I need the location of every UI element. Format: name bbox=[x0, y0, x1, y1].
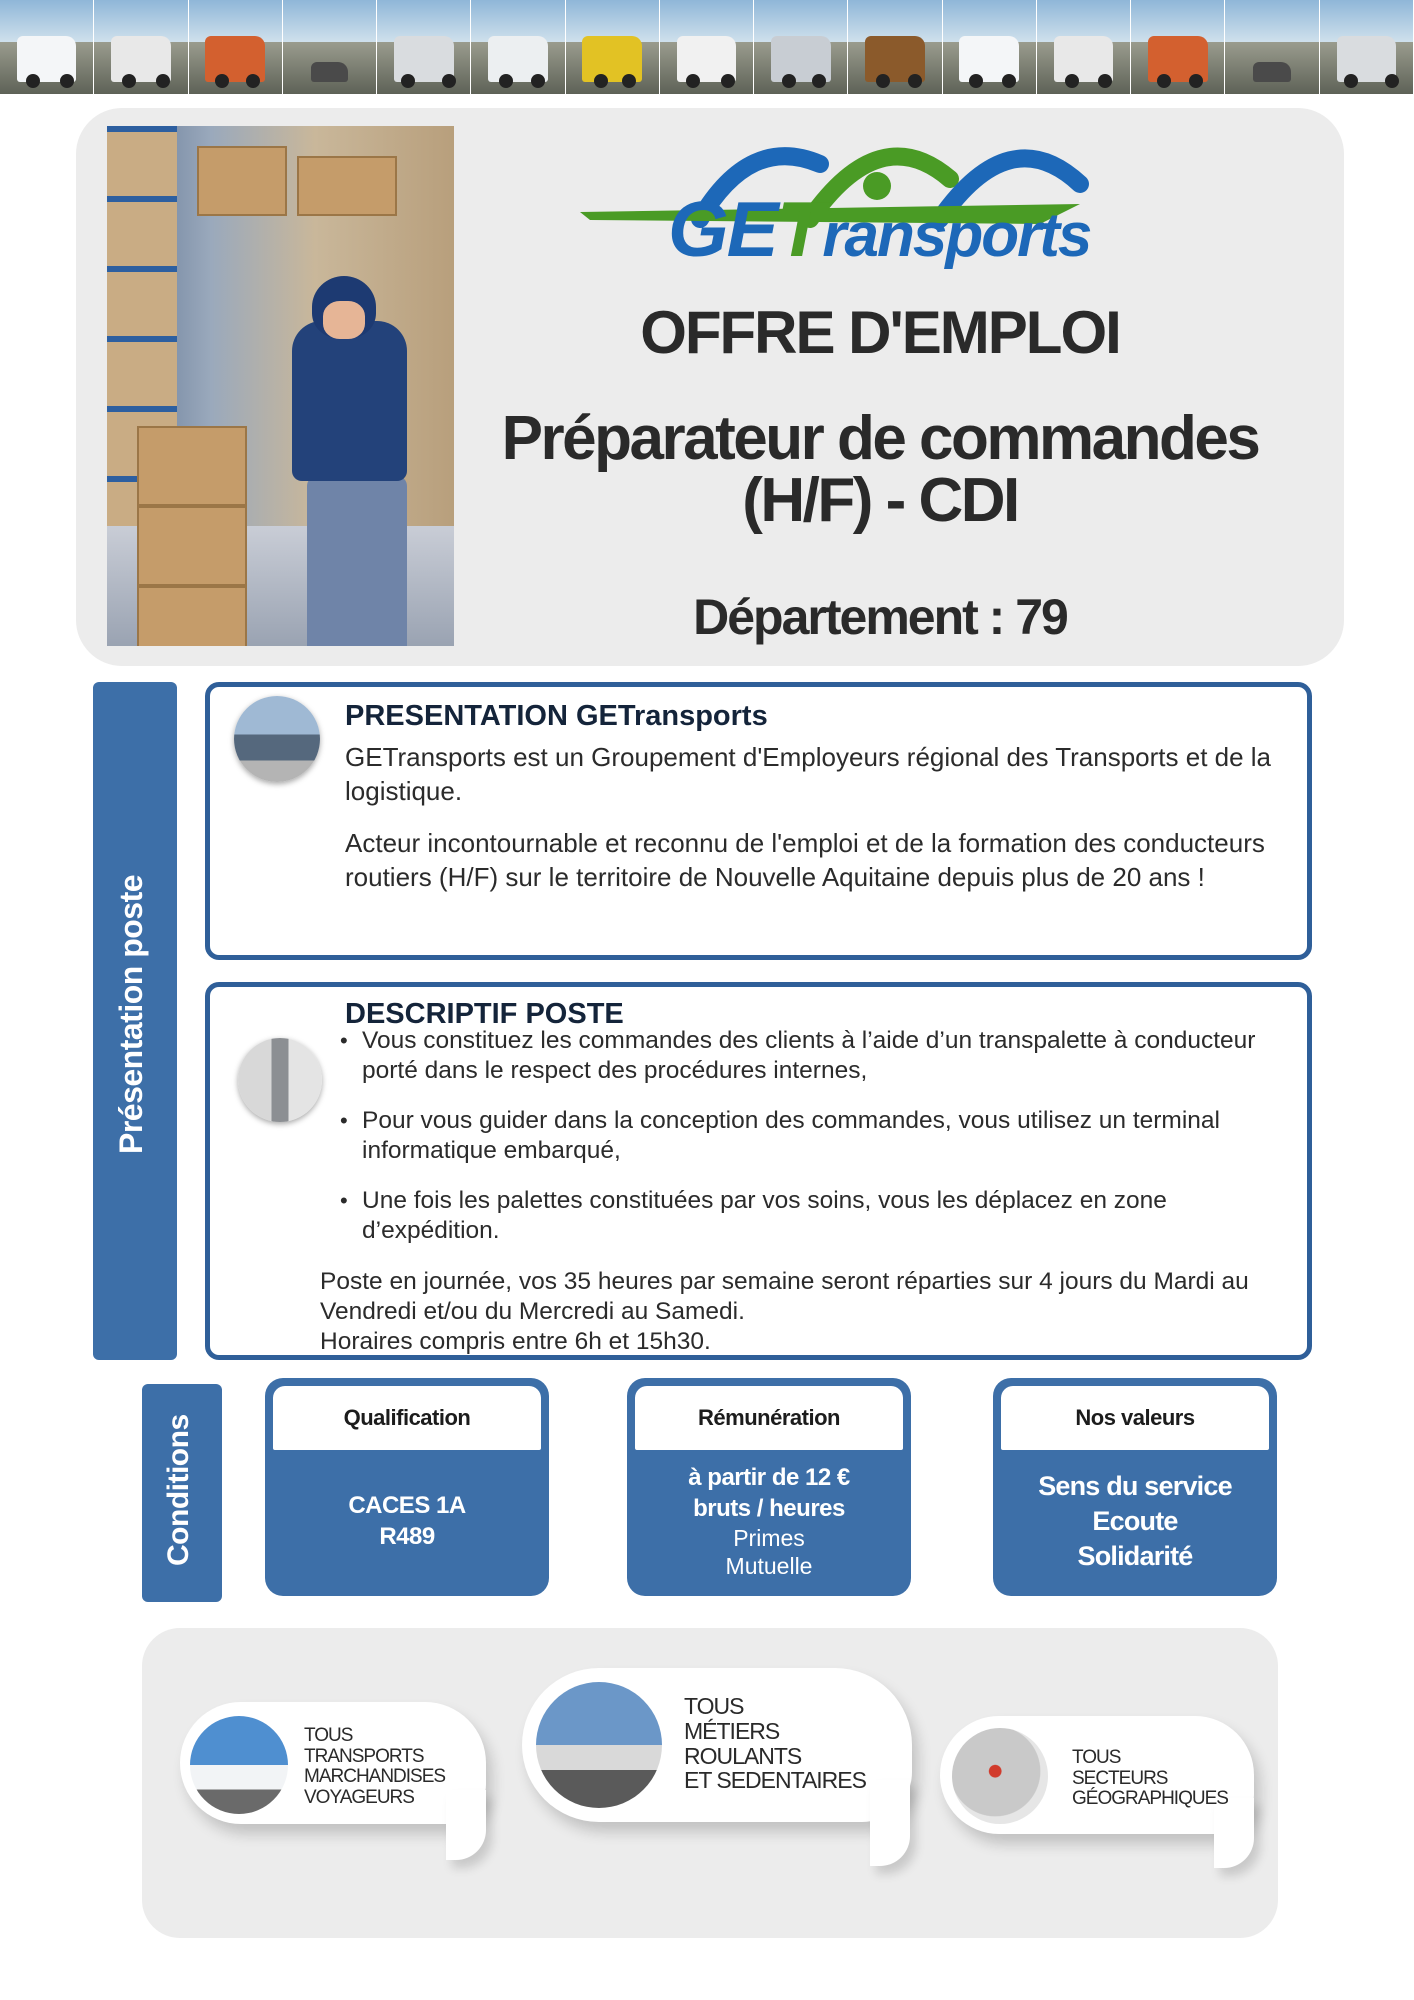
bubble-line: ROULANTS bbox=[684, 1742, 802, 1769]
strip-photo-truck bbox=[660, 0, 754, 94]
bubble-text bbox=[684, 1694, 866, 1793]
strip-photo-tanker bbox=[377, 0, 471, 94]
bubble-line: MÉTIERS bbox=[684, 1717, 780, 1744]
condition-card-body bbox=[627, 1456, 911, 1586]
bubble-line: TOUS bbox=[684, 1693, 744, 1719]
bubble-line: TOUS bbox=[1072, 1747, 1121, 1768]
condition-value: Solidarité bbox=[1077, 1540, 1193, 1571]
bus-thumbnail bbox=[190, 1716, 288, 1814]
strip-photo-truck bbox=[94, 0, 188, 94]
side-tab-label: Conditions bbox=[162, 1414, 195, 1566]
job-title-line: (H/F) - CDI bbox=[742, 466, 1018, 535]
strip-photo-tanker bbox=[1320, 0, 1414, 94]
condition-value: à partir de 12 € bbox=[688, 1464, 850, 1491]
condition-card-body bbox=[265, 1456, 549, 1586]
strip-photo-road bbox=[283, 0, 377, 94]
schedule-line: Horaires compris entre 6h et 15h30. bbox=[320, 1328, 711, 1355]
strip-photo-bus bbox=[0, 0, 94, 94]
strip-photo-truck bbox=[471, 0, 565, 94]
bubble-line: MARCHANDISES bbox=[304, 1766, 446, 1788]
descriptif-bullet-list bbox=[340, 1026, 1260, 1266]
truck-road-thumbnail bbox=[536, 1682, 662, 1808]
condition-card-header: Nos valeurs bbox=[1001, 1386, 1269, 1450]
strip-photo-truck-front bbox=[754, 0, 848, 94]
strip-photo-dump-truck bbox=[1131, 0, 1225, 94]
getransports-logo bbox=[580, 124, 1200, 294]
condition-value: Mutuelle bbox=[725, 1553, 813, 1579]
presentation-paragraph: Acteur incontournable et reconnu de l'emploi et de la formation des conducteurs routiers (H/F) sur le territoire de Nouvelle Aquitaine depuis plus de 20 ans ! bbox=[345, 828, 1265, 892]
bubble-line: GÉOGRAPHIQUES bbox=[1072, 1788, 1228, 1810]
strip-photo-crane bbox=[566, 0, 660, 94]
logo-wordmark: GETransports bbox=[668, 185, 1091, 273]
strip-photo-dump-truck bbox=[189, 0, 283, 94]
offer-heading: OFFRE D'EMPLOI bbox=[640, 299, 1120, 366]
condition-value: Primes bbox=[733, 1525, 805, 1551]
truck-driver-thumbnail bbox=[238, 1038, 322, 1122]
schedule-line: Poste en journée, vos 35 heures par semaine seront réparties sur 4 jours du Mardi au Vendredi et/ou du Mercredi au Samedi. bbox=[320, 1268, 1249, 1325]
schedule-text bbox=[320, 1267, 1280, 1357]
warehouse-worker-photo bbox=[107, 126, 454, 646]
job-title-line: Préparateur de commandes bbox=[501, 404, 1259, 473]
strip-photo-bus bbox=[943, 0, 1037, 94]
condition-value: R489 bbox=[379, 1523, 435, 1550]
bubble-text bbox=[1072, 1748, 1228, 1810]
bubble-line: TOUS bbox=[304, 1725, 353, 1746]
list-item: • Une fois les palettes constituées par vos soins, vous les déplacez en zone d’expédition. bbox=[340, 1186, 1260, 1246]
company-building-thumbnail bbox=[234, 696, 320, 782]
condition-card-qualification bbox=[265, 1378, 549, 1596]
bubble-line: VOYAGEURS bbox=[304, 1786, 414, 1808]
strip-photo-truck bbox=[1037, 0, 1131, 94]
condition-card-body bbox=[993, 1456, 1277, 1586]
vehicle-photo-strip bbox=[0, 0, 1414, 94]
department-label: Département : 79 bbox=[693, 589, 1067, 645]
list-item: • Vous constituez les commandes des clients à l’aide d’un transpalette à conducteur porté dans le respect des procédures internes, bbox=[340, 1026, 1260, 1086]
job-title bbox=[440, 404, 1320, 535]
strip-photo-log-truck bbox=[848, 0, 942, 94]
strip-photo-road bbox=[1225, 0, 1319, 94]
side-tab-conditions bbox=[142, 1384, 222, 1602]
presentation-paragraph: GETransports est un Groupement d'Employeurs régional des Transports et de la logistique. bbox=[345, 742, 1272, 806]
list-item: • Pour vous guider dans la conception des commandes, vous utilisez un terminal informatique embarqué, bbox=[340, 1106, 1260, 1166]
map-network-thumbnail bbox=[952, 1728, 1048, 1824]
bubble-line: ET SEDENTAIRES bbox=[684, 1767, 866, 1794]
condition-value: CACES 1A bbox=[348, 1492, 466, 1519]
side-tab-presentation bbox=[93, 682, 177, 1360]
side-tab-label: Présentation poste bbox=[113, 874, 149, 1154]
condition-value: Sens du service bbox=[1038, 1470, 1232, 1501]
condition-card-header: Qualification bbox=[273, 1386, 541, 1450]
descriptif-title: DESCRIPTIF POSTE bbox=[345, 998, 624, 1030]
bubble-line: SECTEURS bbox=[1072, 1767, 1168, 1789]
bubble-tail bbox=[870, 1780, 910, 1866]
condition-value: Ecoute bbox=[1092, 1505, 1178, 1536]
condition-value: bruts / heures bbox=[693, 1495, 845, 1522]
condition-card-header: Rémunération bbox=[635, 1386, 903, 1450]
condition-card-remuneration bbox=[627, 1378, 911, 1596]
bubble-line: TRANSPORTS bbox=[304, 1745, 424, 1767]
bubble-text bbox=[304, 1726, 445, 1808]
presentation-title: PRESENTATION GETransports bbox=[345, 700, 768, 732]
condition-card-valeurs bbox=[993, 1378, 1277, 1596]
